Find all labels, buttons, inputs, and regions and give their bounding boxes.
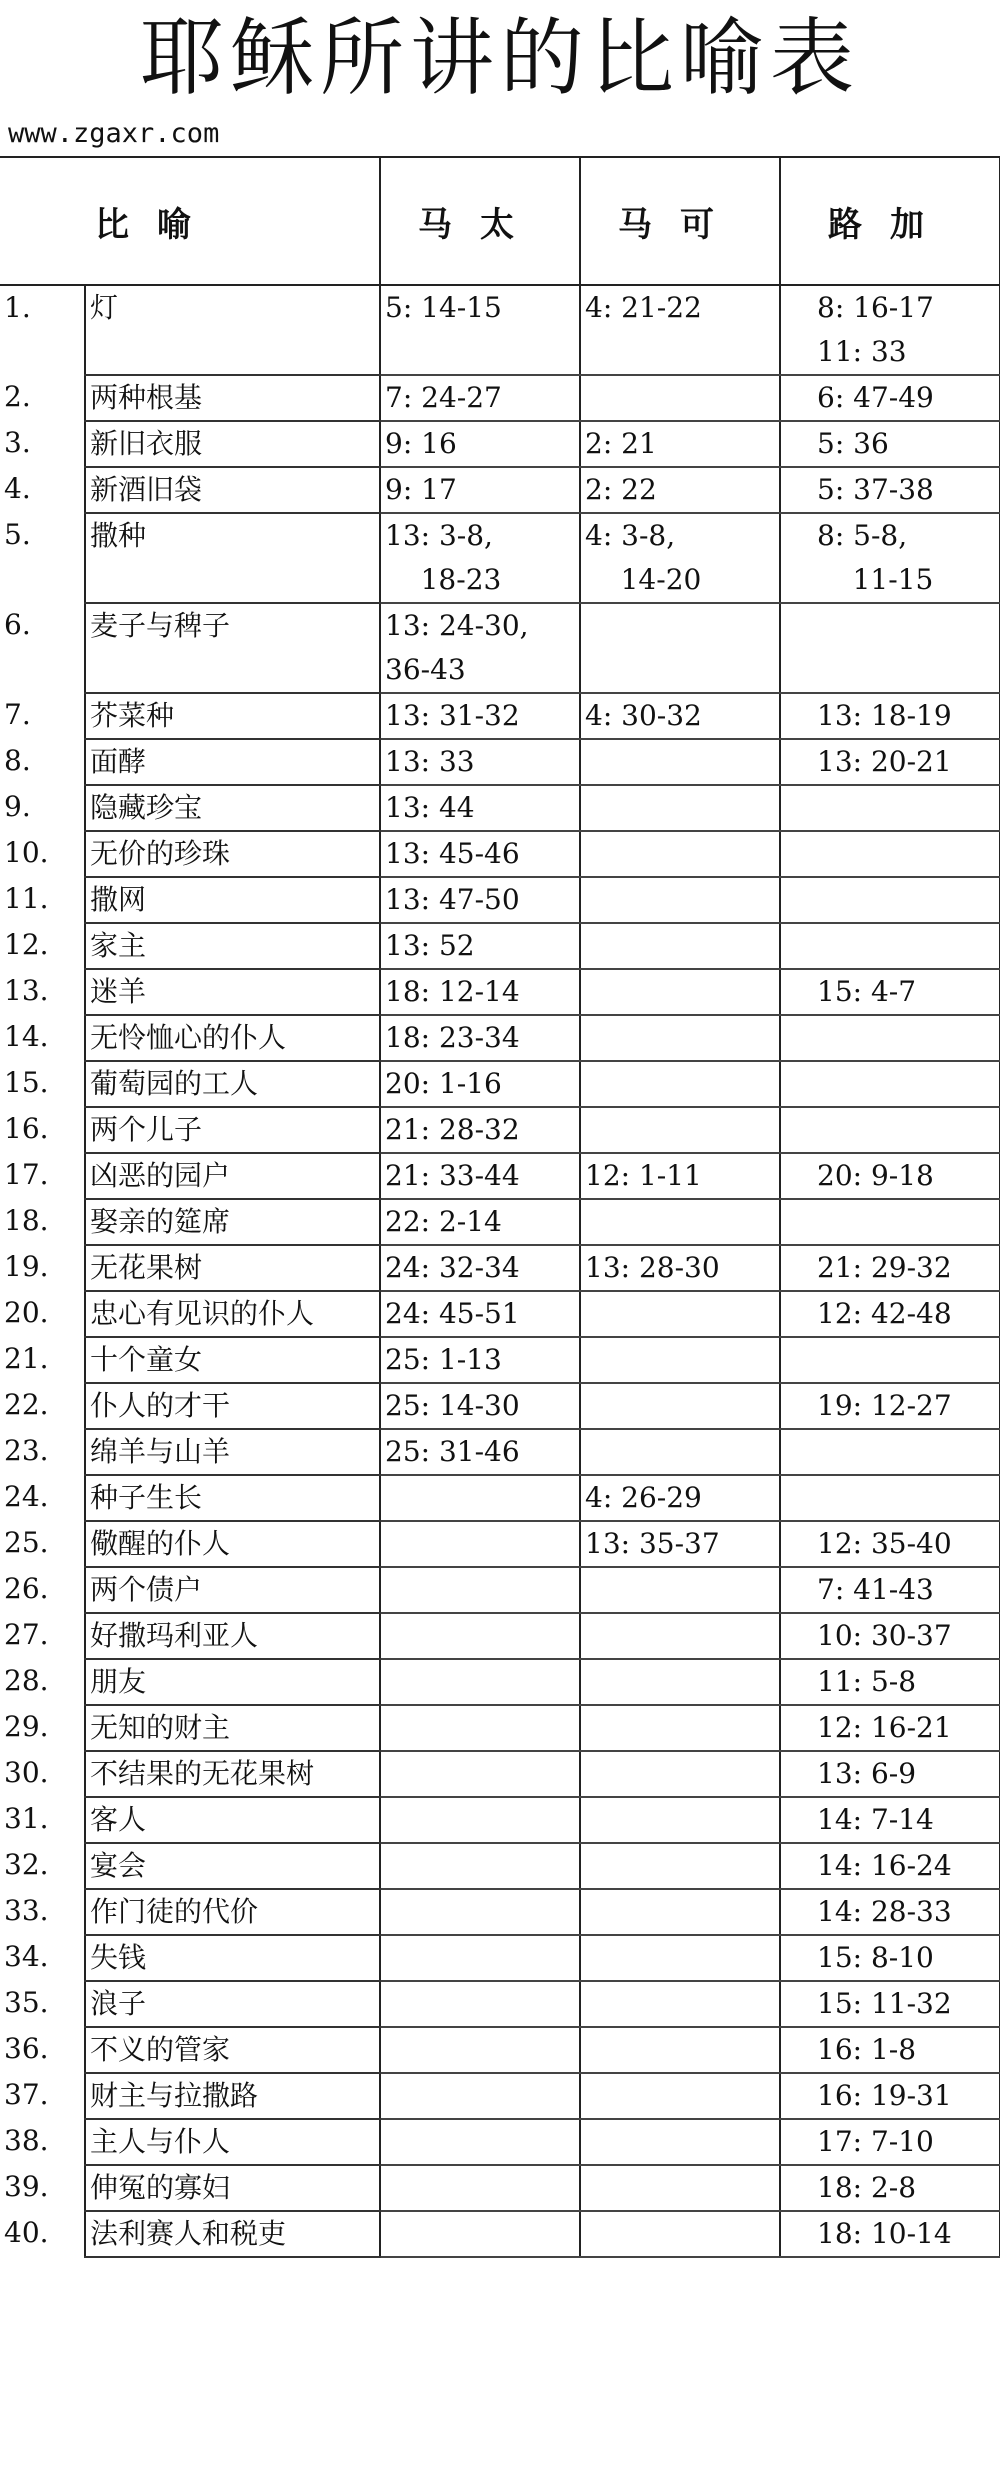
matthew-ref: 25: 14-30	[380, 1383, 580, 1429]
table-row	[0, 1383, 1000, 1429]
parable-name: 葡萄园的工人	[85, 1061, 380, 1107]
parable-name: 麦子与稗子	[85, 603, 380, 693]
luke-ref: 11: 5-8	[780, 1659, 1000, 1705]
parable-name: 忠心有见识的仆人	[85, 1291, 380, 1337]
row-number: 1.	[4, 291, 31, 324]
row-number: 5.	[4, 518, 31, 551]
table-row	[0, 1291, 1000, 1337]
matthew-ref: 13: 52	[380, 923, 580, 969]
luke-ref: 8: 5-8, 11-15	[780, 513, 1000, 603]
row-number: 10.	[4, 836, 49, 869]
parable-name: 伸冤的寡妇	[85, 2165, 380, 2211]
luke-ref	[780, 1337, 1000, 1383]
matthew-ref: 20: 1-16	[380, 1061, 580, 1107]
mark-ref	[580, 831, 780, 877]
matthew-ref: 24: 45-51	[380, 1291, 580, 1337]
table-row	[0, 1935, 1000, 1981]
mark-ref	[580, 2165, 780, 2211]
row-number: 16.	[4, 1112, 49, 1145]
table-row	[0, 1199, 1000, 1245]
row-number: 28.	[4, 1664, 49, 1697]
luke-ref	[780, 1429, 1000, 1475]
row-number: 9.	[4, 790, 31, 823]
matthew-ref	[380, 2211, 580, 2257]
header-number	[0, 157, 85, 285]
matthew-ref	[380, 2073, 580, 2119]
mark-ref	[580, 1199, 780, 1245]
mark-ref	[580, 1797, 780, 1843]
matthew-ref: 13: 33	[380, 739, 580, 785]
row-number: 2.	[4, 380, 31, 413]
mark-ref: 4: 21-22	[580, 285, 780, 375]
luke-ref	[780, 785, 1000, 831]
row-number: 12.	[4, 928, 49, 961]
row-number: 19.	[4, 1250, 49, 1283]
parable-name: 宴会	[85, 1843, 380, 1889]
matthew-ref	[380, 1567, 580, 1613]
table-row	[0, 2119, 1000, 2165]
parable-name: 灯	[85, 285, 380, 375]
mark-ref	[580, 2119, 780, 2165]
row-number: 13.	[4, 974, 49, 1007]
luke-ref: 12: 16-21	[780, 1705, 1000, 1751]
matthew-ref: 21: 28-32	[380, 1107, 580, 1153]
table-row	[0, 421, 1000, 467]
row-number: 26.	[4, 1572, 49, 1605]
table-body	[0, 285, 1000, 2257]
mark-ref	[580, 923, 780, 969]
parable-name: 家主	[85, 923, 380, 969]
matthew-ref	[380, 1751, 580, 1797]
table-row	[0, 1567, 1000, 1613]
row-number: 24.	[4, 1480, 49, 1513]
row-number: 37.	[4, 2078, 49, 2111]
mark-ref	[580, 739, 780, 785]
matthew-ref	[380, 1705, 580, 1751]
matthew-ref	[380, 1797, 580, 1843]
matthew-ref: 9: 16	[380, 421, 580, 467]
matthew-ref	[380, 1521, 580, 1567]
matthew-ref	[380, 2165, 580, 2211]
table-row	[0, 1659, 1000, 1705]
website-watermark: www.zgaxr.com	[8, 118, 220, 149]
parable-name: 撒网	[85, 877, 380, 923]
luke-ref	[780, 923, 1000, 969]
mark-ref	[580, 1659, 780, 1705]
matthew-ref	[380, 1935, 580, 1981]
mark-ref	[580, 1291, 780, 1337]
table-row	[0, 603, 1000, 693]
parable-name: 不义的管家	[85, 2027, 380, 2073]
luke-ref: 7: 41-43	[780, 1567, 1000, 1613]
parable-name: 儆醒的仆人	[85, 1521, 380, 1567]
mark-ref	[580, 1567, 780, 1613]
luke-ref: 13: 20-21	[780, 739, 1000, 785]
luke-ref: 15: 8-10	[780, 1935, 1000, 1981]
row-number: 32.	[4, 1848, 49, 1881]
row-number: 36.	[4, 2032, 49, 2065]
matthew-ref: 22: 2-14	[380, 1199, 580, 1245]
matthew-ref	[380, 1659, 580, 1705]
luke-ref: 19: 12-27	[780, 1383, 1000, 1429]
mark-ref	[580, 1337, 780, 1383]
matthew-ref: 5: 14-15	[380, 285, 580, 375]
parable-name: 凶恶的园户	[85, 1153, 380, 1199]
row-number: 40.	[4, 2216, 49, 2249]
parable-name: 财主与拉撒路	[85, 2073, 380, 2119]
row-number: 38.	[4, 2124, 49, 2157]
luke-ref: 17: 7-10	[780, 2119, 1000, 2165]
table-row	[0, 513, 1000, 603]
table-header-row	[0, 157, 1000, 285]
row-number: 29.	[4, 1710, 49, 1743]
matthew-ref: 13: 31-32	[380, 693, 580, 739]
matthew-ref: 25: 31-46	[380, 1429, 580, 1475]
parable-name: 撒种	[85, 513, 380, 603]
mark-ref	[580, 2027, 780, 2073]
parable-name: 两个债户	[85, 1567, 380, 1613]
luke-ref	[780, 877, 1000, 923]
parable-name: 十个童女	[85, 1337, 380, 1383]
mark-ref: 13: 35-37	[580, 1521, 780, 1567]
luke-ref: 5: 36	[780, 421, 1000, 467]
mark-ref	[580, 1751, 780, 1797]
luke-ref: 21: 29-32	[780, 1245, 1000, 1291]
header-parable: 比喻	[85, 157, 380, 285]
parable-name: 面酵	[85, 739, 380, 785]
mark-ref	[580, 785, 780, 831]
mark-ref: 4: 30-32	[580, 693, 780, 739]
row-number: 31.	[4, 1802, 49, 1835]
mark-ref	[580, 1613, 780, 1659]
parable-name: 主人与仆人	[85, 2119, 380, 2165]
mark-ref: 12: 1-11	[580, 1153, 780, 1199]
mark-ref	[580, 1107, 780, 1153]
luke-ref: 5: 37-38	[780, 467, 1000, 513]
parable-name: 浪子	[85, 1981, 380, 2027]
matthew-ref: 13: 24-30, 36-43	[380, 603, 580, 693]
matthew-ref: 13: 45-46	[380, 831, 580, 877]
parable-name: 两个儿子	[85, 1107, 380, 1153]
parables-table	[0, 156, 1000, 2258]
matthew-ref: 7: 24-27	[380, 375, 580, 421]
mark-ref	[580, 1061, 780, 1107]
row-number: 14.	[4, 1020, 49, 1053]
luke-ref	[780, 1199, 1000, 1245]
luke-ref: 13: 6-9	[780, 1751, 1000, 1797]
mark-ref	[580, 969, 780, 1015]
luke-ref	[780, 1475, 1000, 1521]
parable-name: 无知的财主	[85, 1705, 380, 1751]
table-row	[0, 1337, 1000, 1383]
row-number: 30.	[4, 1756, 49, 1789]
row-number: 35.	[4, 1986, 49, 2019]
mark-ref	[580, 375, 780, 421]
parable-name: 迷羊	[85, 969, 380, 1015]
table-row	[0, 1153, 1000, 1199]
mark-ref	[580, 2073, 780, 2119]
matthew-ref	[380, 2119, 580, 2165]
mark-ref	[580, 1705, 780, 1751]
parable-name: 无怜恤心的仆人	[85, 1015, 380, 1061]
mark-ref	[580, 2211, 780, 2257]
parable-name: 娶亲的筵席	[85, 1199, 380, 1245]
row-number: 27.	[4, 1618, 49, 1651]
row-number: 25.	[4, 1526, 49, 1559]
luke-ref	[780, 831, 1000, 877]
table-row	[0, 1107, 1000, 1153]
luke-ref: 14: 28-33	[780, 1889, 1000, 1935]
table-row	[0, 1061, 1000, 1107]
matthew-ref: 13: 3-8, 18-23	[380, 513, 580, 603]
table-row	[0, 1245, 1000, 1291]
row-number: 39.	[4, 2170, 49, 2203]
table-row	[0, 1521, 1000, 1567]
luke-ref: 13: 18-19	[780, 693, 1000, 739]
matthew-ref	[380, 1475, 580, 1521]
mark-ref	[580, 877, 780, 923]
parable-name: 仆人的才干	[85, 1383, 380, 1429]
table-row	[0, 739, 1000, 785]
luke-ref: 14: 7-14	[780, 1797, 1000, 1843]
matthew-ref: 13: 44	[380, 785, 580, 831]
row-number: 23.	[4, 1434, 49, 1467]
parable-name: 无价的珍珠	[85, 831, 380, 877]
row-number: 22.	[4, 1388, 49, 1421]
table-row	[0, 375, 1000, 421]
row-number: 18.	[4, 1204, 49, 1237]
table-row	[0, 1981, 1000, 2027]
row-number: 3.	[4, 426, 31, 459]
mark-ref	[580, 1889, 780, 1935]
matthew-ref: 9: 17	[380, 467, 580, 513]
luke-ref: 6: 47-49	[780, 375, 1000, 421]
row-number: 11.	[4, 882, 49, 915]
luke-ref	[780, 1015, 1000, 1061]
table-row	[0, 1429, 1000, 1475]
parable-name: 客人	[85, 1797, 380, 1843]
header-luke: 路加	[780, 157, 1000, 285]
luke-ref: 20: 9-18	[780, 1153, 1000, 1199]
luke-ref: 15: 11-32	[780, 1981, 1000, 2027]
luke-ref	[780, 1107, 1000, 1153]
table-row	[0, 2027, 1000, 2073]
table-row	[0, 1475, 1000, 1521]
table-row	[0, 785, 1000, 831]
parable-name: 法利赛人和税吏	[85, 2211, 380, 2257]
luke-ref	[780, 603, 1000, 693]
mark-ref	[580, 1429, 780, 1475]
row-number: 4.	[4, 472, 31, 505]
matthew-ref: 18: 23-34	[380, 1015, 580, 1061]
table-row	[0, 2073, 1000, 2119]
parable-name: 两种根基	[85, 375, 380, 421]
luke-ref: 12: 35-40	[780, 1521, 1000, 1567]
table-row	[0, 1015, 1000, 1061]
table-row	[0, 1613, 1000, 1659]
table-row	[0, 923, 1000, 969]
row-number: 21.	[4, 1342, 49, 1375]
parable-name: 好撒玛利亚人	[85, 1613, 380, 1659]
matthew-ref	[380, 1889, 580, 1935]
luke-ref: 14: 16-24	[780, 1843, 1000, 1889]
luke-ref: 16: 19-31	[780, 2073, 1000, 2119]
luke-ref: 18: 2-8	[780, 2165, 1000, 2211]
matthew-ref: 18: 12-14	[380, 969, 580, 1015]
table-row	[0, 467, 1000, 513]
table-row	[0, 1843, 1000, 1889]
luke-ref: 12: 42-48	[780, 1291, 1000, 1337]
row-number: 33.	[4, 1894, 49, 1927]
matthew-ref: 13: 47-50	[380, 877, 580, 923]
row-number: 34.	[4, 1940, 49, 1973]
mark-ref	[580, 603, 780, 693]
mark-ref: 13: 28-30	[580, 1245, 780, 1291]
luke-ref: 10: 30-37	[780, 1613, 1000, 1659]
table-row	[0, 969, 1000, 1015]
header-matthew: 马太	[380, 157, 580, 285]
luke-ref	[780, 1061, 1000, 1107]
row-number: 20.	[4, 1296, 49, 1329]
matthew-ref: 21: 33-44	[380, 1153, 580, 1199]
mark-ref: 2: 22	[580, 467, 780, 513]
table-row	[0, 693, 1000, 739]
parable-name: 芥菜种	[85, 693, 380, 739]
table-row	[0, 2165, 1000, 2211]
mark-ref	[580, 1935, 780, 1981]
mark-ref	[580, 1843, 780, 1889]
table-row	[0, 2211, 1000, 2257]
matthew-ref	[380, 2027, 580, 2073]
row-number: 6.	[4, 608, 31, 641]
matthew-ref	[380, 1613, 580, 1659]
parable-name: 种子生长	[85, 1475, 380, 1521]
luke-ref: 15: 4-7	[780, 969, 1000, 1015]
table-row	[0, 1705, 1000, 1751]
row-number: 15.	[4, 1066, 49, 1099]
row-number: 17.	[4, 1158, 49, 1191]
parable-name: 绵羊与山羊	[85, 1429, 380, 1475]
luke-ref: 8: 16-17 11: 33	[780, 285, 1000, 375]
row-number: 8.	[4, 744, 31, 777]
parable-name: 新酒旧袋	[85, 467, 380, 513]
mark-ref	[580, 1015, 780, 1061]
table-row	[0, 1751, 1000, 1797]
parable-name: 隐藏珍宝	[85, 785, 380, 831]
row-number: 7.	[4, 698, 31, 731]
parable-name: 朋友	[85, 1659, 380, 1705]
parable-name: 无花果树	[85, 1245, 380, 1291]
mark-ref: 4: 26-29	[580, 1475, 780, 1521]
parable-name: 不结果的无花果树	[85, 1751, 380, 1797]
table-row	[0, 1797, 1000, 1843]
parable-name: 新旧衣服	[85, 421, 380, 467]
matthew-ref	[380, 1843, 580, 1889]
mark-ref	[580, 1383, 780, 1429]
parable-name: 失钱	[85, 1935, 380, 1981]
page-title: 耶稣所讲的比喻表	[139, 9, 860, 107]
mark-ref: 4: 3-8, 14-20	[580, 513, 780, 603]
matthew-ref: 24: 32-34	[380, 1245, 580, 1291]
mark-ref	[580, 1981, 780, 2027]
table-row	[0, 285, 1000, 375]
table-row	[0, 1889, 1000, 1935]
parable-name: 作门徒的代价	[85, 1889, 380, 1935]
matthew-ref	[380, 1981, 580, 2027]
luke-ref: 18: 10-14	[780, 2211, 1000, 2257]
luke-ref: 16: 1-8	[780, 2027, 1000, 2073]
mark-ref: 2: 21	[580, 421, 780, 467]
header-mark: 马可	[580, 157, 780, 285]
matthew-ref: 25: 1-13	[380, 1337, 580, 1383]
table-row	[0, 877, 1000, 923]
table-row	[0, 831, 1000, 877]
